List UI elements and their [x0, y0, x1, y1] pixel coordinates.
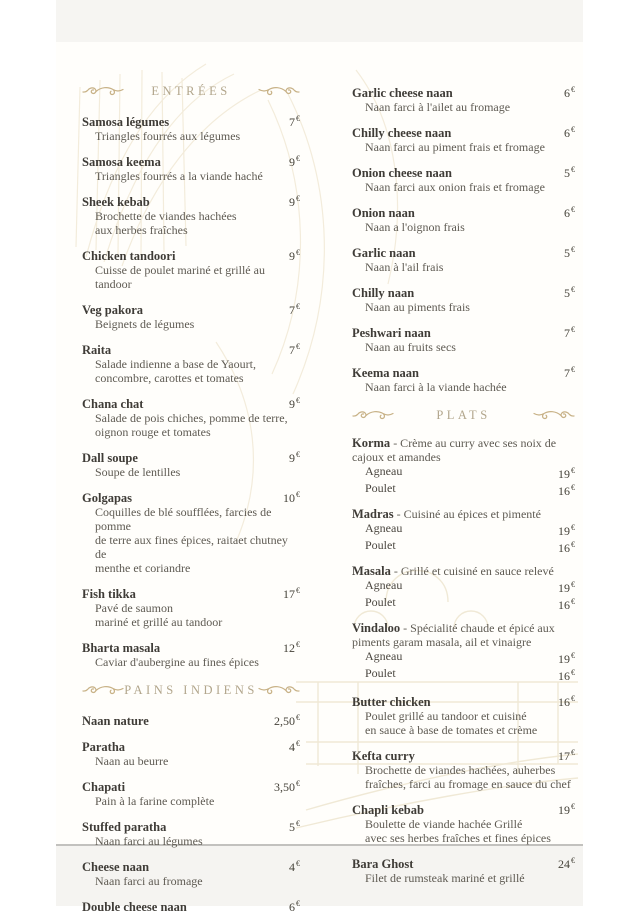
item-price: 17€ [558, 748, 575, 763]
variant-row [352, 481, 575, 498]
menu-item [82, 394, 300, 439]
item-description: Salade indienne a base de Yaourt, [95, 357, 256, 371]
item-name: Chilly cheese naan [352, 126, 452, 140]
item-price: 5€ [289, 819, 300, 834]
euro-sign: € [571, 523, 575, 532]
item-name: Chapli kebab [352, 803, 424, 817]
item-price: 6€ [564, 125, 575, 140]
item-name: Chicken tandoori [82, 249, 176, 263]
item-name: Kefta curry [352, 749, 415, 763]
item-price: 9€ [289, 154, 300, 169]
menu-item [82, 488, 300, 575]
item-description: Filet de rumsteak mariné et grillé [365, 871, 525, 885]
item-name: Chapati [82, 780, 126, 794]
item-name: Bharta masala [82, 641, 161, 655]
item-name: Golgapas [82, 491, 133, 505]
variant-row [352, 649, 575, 666]
menu-item [352, 203, 575, 234]
item-description: concombre, carottes et tomates [95, 371, 244, 385]
euro-sign: € [571, 651, 575, 660]
item-description: Triangles fourrés aux légumes [95, 129, 241, 143]
menu-item [352, 283, 575, 314]
euro-sign: € [571, 245, 575, 254]
item-description: aux herbes fraîches [95, 223, 188, 237]
item-description: Brochette de viandes hachées, auherbes [365, 763, 556, 777]
euro-sign: € [571, 668, 575, 677]
variant-row [352, 578, 575, 595]
menu-item [82, 817, 300, 848]
menu-item [82, 340, 300, 385]
item-description: Brochette de viandes hachées [95, 209, 237, 223]
item-description: Salade de pois chiches, pomme de terre, [95, 411, 288, 425]
euro-sign: € [571, 285, 575, 294]
variant-price: 19€ [558, 466, 575, 481]
menu-item [82, 857, 300, 888]
menu-section [352, 408, 575, 885]
euro-sign: € [571, 85, 575, 94]
menu-item [352, 243, 575, 274]
euro-sign: € [571, 856, 575, 865]
flourish-left-icon [352, 409, 394, 422]
item-price: 9€ [289, 194, 300, 209]
item-description: Naan au beurre [95, 754, 169, 768]
menu-item [352, 163, 575, 194]
menu-item [82, 897, 300, 914]
euro-sign: € [296, 779, 300, 788]
item-price: 9€ [289, 450, 300, 465]
variant-row [352, 464, 575, 481]
flourish-left-icon [82, 85, 124, 98]
euro-sign: € [296, 396, 300, 405]
item-price: 6€ [564, 85, 575, 100]
item-description: menthe et coriandre [95, 561, 191, 575]
item-price: 6€ [564, 205, 575, 220]
item-description: mariné et grillé au tandoor [95, 615, 223, 629]
item-description: Caviar d'aubergine au fines épices [95, 655, 259, 669]
item-name: Vindaloo [352, 621, 401, 635]
item-price: 7€ [289, 114, 300, 129]
variant-label: Poulet [365, 538, 396, 552]
item-heading [352, 621, 575, 649]
item-name: Dall soupe [82, 451, 138, 465]
item-heading [352, 507, 575, 521]
euro-sign: € [296, 859, 300, 868]
euro-sign: € [296, 640, 300, 649]
variant-price: 19€ [558, 651, 575, 666]
item-description: Naan farci au légumes [95, 834, 203, 848]
item-price: 4€ [289, 739, 300, 754]
euro-sign: € [296, 194, 300, 203]
variant-price: 19€ [558, 523, 575, 538]
item-price: 12€ [283, 640, 300, 655]
euro-sign: € [296, 302, 300, 311]
euro-sign: € [571, 540, 575, 549]
item-price: 10€ [283, 490, 300, 505]
section-header [82, 84, 300, 99]
item-name: Veg pakora [82, 303, 144, 317]
item-description: en sauce à base de tomates et crème [365, 723, 538, 737]
euro-sign: € [296, 819, 300, 828]
variant-price: 19€ [558, 580, 575, 595]
euro-sign: € [571, 483, 575, 492]
item-description: Naan farci à la viande hachée [365, 380, 507, 394]
variant-row [352, 666, 575, 683]
item-description: Pavé de saumon [95, 601, 173, 615]
variant-row [352, 595, 575, 612]
item-price: 3,50€ [274, 779, 300, 794]
variant-label: Agneau [365, 521, 403, 535]
euro-sign: € [571, 325, 575, 334]
item-name: Masala [352, 564, 391, 578]
item-heading [352, 436, 575, 464]
menu-item [82, 711, 300, 728]
item-name: Garlic cheese naan [352, 86, 453, 100]
euro-sign: € [571, 597, 575, 606]
menu-item [352, 507, 575, 555]
euro-sign: € [296, 899, 300, 908]
item-description: Beignets de légumes [95, 317, 195, 331]
plat-tagline: - Grillé et cuisiné en sauce relevé [393, 564, 554, 578]
item-name: Chana chat [82, 397, 144, 411]
item-price: 5€ [564, 245, 575, 260]
item-name: Double cheese naan [82, 900, 187, 914]
plat-tagline: - Crème au curry avec ses noix de cajoux et amandes [352, 436, 557, 464]
item-description: Triangles fourrés a la viande haché [95, 169, 263, 183]
menu-item [82, 448, 300, 479]
section-title: PLATS [436, 408, 491, 422]
menu-item [352, 621, 575, 683]
menu-page [56, 0, 583, 914]
variant-label: Agneau [365, 464, 403, 478]
item-name: Butter chicken [352, 695, 431, 709]
item-description: Coquilles de blé soufflées, farcies de pomme [95, 505, 272, 533]
menu-column [352, 78, 575, 923]
menu-item [352, 800, 575, 845]
variant-label: Poulet [365, 666, 396, 680]
variant-label: Agneau [365, 578, 403, 592]
menu-item [82, 638, 300, 669]
euro-sign: € [571, 125, 575, 134]
item-name: Chilly naan [352, 286, 415, 300]
item-description: Naan farci aux onion frais et fromage [365, 180, 545, 194]
item-price: 19€ [558, 802, 575, 817]
euro-sign: € [296, 154, 300, 163]
item-name: Raita [82, 343, 112, 357]
menu-item [352, 746, 575, 791]
menu-item [352, 363, 575, 394]
euro-sign: € [571, 466, 575, 475]
menu-section [82, 84, 300, 669]
euro-sign: € [296, 713, 300, 722]
euro-sign: € [571, 205, 575, 214]
euro-sign: € [296, 248, 300, 257]
item-description: de terre aux fines épices, raitaet chutney de [95, 533, 288, 561]
item-heading [352, 564, 575, 578]
section-header [82, 683, 300, 698]
euro-sign: € [296, 586, 300, 595]
section-title: PAINS INDIENS [124, 683, 258, 697]
item-name: Madras [352, 507, 394, 521]
euro-sign: € [296, 490, 300, 499]
menu-item [352, 854, 575, 885]
item-description: Poulet grillé au tandoor et cuisiné [365, 709, 527, 723]
menu-content [56, 42, 583, 923]
item-description: avec ses herbes fraîches et fines épices [365, 831, 551, 845]
item-price: 5€ [564, 285, 575, 300]
item-name: Samosa keema [82, 155, 161, 169]
variant-row [352, 538, 575, 555]
item-price: 7€ [564, 325, 575, 340]
item-price: 4€ [289, 859, 300, 874]
item-description: Naan au fruits secs [365, 340, 456, 354]
item-price: 6€ [289, 899, 300, 914]
item-price: 7€ [564, 365, 575, 380]
item-price: 7€ [289, 342, 300, 357]
euro-sign: € [571, 694, 575, 703]
menu-section [352, 83, 575, 394]
euro-sign: € [571, 802, 575, 811]
flourish-right-icon [258, 85, 300, 98]
item-description: Naan farci à l'ailet au fromage [365, 100, 511, 114]
item-description: Naan a l'oignon frais [365, 220, 465, 234]
variant-label: Poulet [365, 595, 396, 609]
item-price: 24€ [558, 856, 575, 871]
item-name: Onion cheese naan [352, 166, 453, 180]
menu-item [352, 436, 575, 498]
variant-price: 16€ [558, 668, 575, 683]
flourish-right-icon [533, 409, 575, 422]
item-price: 9€ [289, 396, 300, 411]
plat-tagline: - Spécialité chaude et épicé aux piments garam masala, ail et vinaigre [352, 621, 555, 649]
menu-section [82, 683, 300, 914]
section-title: ENTRÉES [151, 84, 231, 98]
variant-row [352, 521, 575, 538]
menu-item [82, 192, 300, 237]
euro-sign: € [296, 739, 300, 748]
item-price: 17€ [283, 586, 300, 601]
item-price: 16€ [558, 694, 575, 709]
variant-price: 16€ [558, 483, 575, 498]
item-description: oignon rouge et tomates [95, 425, 211, 439]
euro-sign: € [296, 342, 300, 351]
menu-item [82, 777, 300, 808]
variant-label: Agneau [365, 649, 403, 663]
variant-price: 16€ [558, 597, 575, 612]
euro-sign: € [571, 165, 575, 174]
item-name: Fish tikka [82, 587, 136, 601]
item-description: Naan à l'ail frais [365, 260, 444, 274]
item-description: Boulette de viande hachée Grillé [365, 817, 523, 831]
item-name: Onion naan [352, 206, 415, 220]
menu-item [82, 584, 300, 629]
item-name: Korma [352, 436, 391, 450]
page-top-gap [56, 0, 583, 42]
menu-item [352, 83, 575, 114]
euro-sign: € [571, 748, 575, 757]
flourish-left-icon [82, 684, 124, 697]
item-description: Cuisse de poulet mariné et grillé au tandoor [95, 263, 265, 291]
flourish-right-icon [258, 684, 300, 697]
menu-item [82, 112, 300, 143]
item-name: Naan nature [82, 714, 149, 728]
euro-sign: € [296, 450, 300, 459]
menu-item [352, 564, 575, 612]
menu-column [82, 78, 300, 923]
menu-item [82, 737, 300, 768]
item-description: Naan au piments frais [365, 300, 470, 314]
euro-sign: € [571, 365, 575, 374]
item-price: 5€ [564, 165, 575, 180]
menu-item [82, 246, 300, 291]
item-name: Keema naan [352, 366, 420, 380]
item-description: Pain à la farine complète [95, 794, 215, 808]
euro-sign: € [571, 580, 575, 589]
item-name: Samosa légumes [82, 115, 170, 129]
item-name: Garlic naan [352, 246, 416, 260]
item-name: Peshwari naan [352, 326, 431, 340]
item-name: Bara Ghost [352, 857, 414, 871]
item-price: 9€ [289, 248, 300, 263]
menu-item [352, 692, 575, 737]
item-name: Stuffed paratha [82, 820, 167, 834]
item-name: Cheese naan [82, 860, 150, 874]
plat-tagline: - Cuisiné au épices et pimenté [396, 507, 541, 521]
item-price: 2,50€ [274, 713, 300, 728]
item-name: Sheek kebab [82, 195, 150, 209]
item-price: 7€ [289, 302, 300, 317]
item-description: Naan farci au fromage [95, 874, 203, 888]
menu-item [82, 300, 300, 331]
menu-sheet [56, 42, 583, 914]
menu-item [352, 123, 575, 154]
variant-label: Poulet [365, 481, 396, 495]
item-description: fraîches, farci au fromage en sauce du chef [365, 777, 571, 791]
item-description: Soupe de lentilles [95, 465, 181, 479]
euro-sign: € [296, 114, 300, 123]
item-name: Paratha [82, 740, 126, 754]
item-description: Naan farci au piment frais et fromage [365, 140, 545, 154]
variant-price: 16€ [558, 540, 575, 555]
menu-item [82, 152, 300, 183]
section-header [352, 408, 575, 423]
menu-item [352, 323, 575, 354]
